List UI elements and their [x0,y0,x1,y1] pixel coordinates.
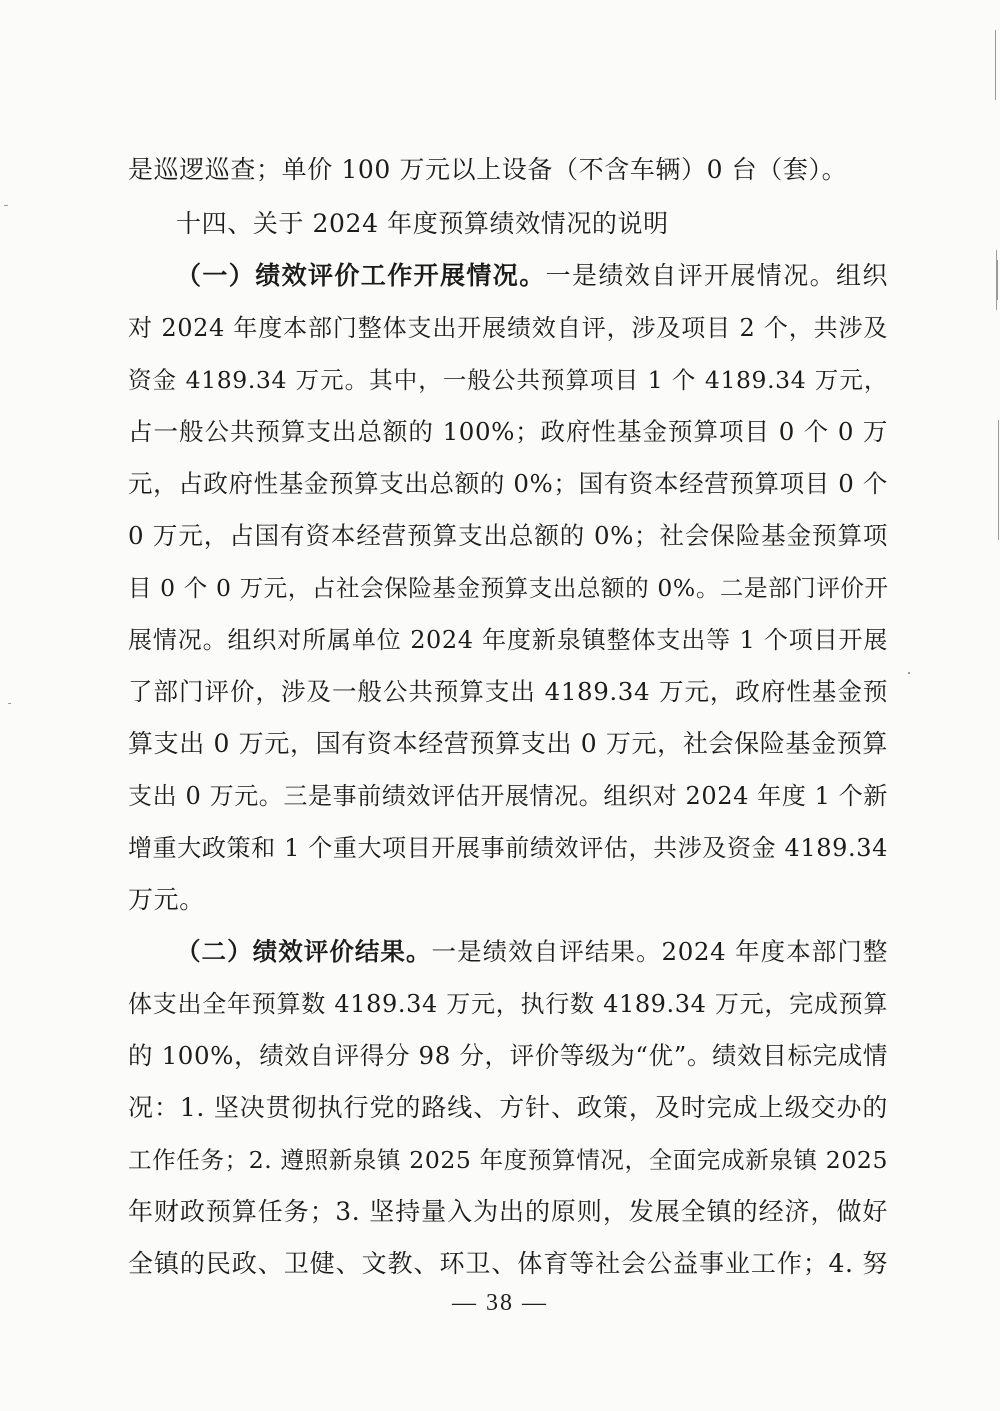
paragraph-1-line-2: 对 2024 年度本部门整体支出开展绩效自评，涉及项目 2 个，共涉及 [128,314,888,342]
paragraph-1-line-8: 展情况。组织对所属单位 2024 年度新泉镇整体支出等 1 个项目开展 [128,626,888,654]
paragraph-2-line-7: 全镇的民政、卫健、文教、环卫、体育等社会公益事业工作；4. 努 [128,1249,888,1278]
paragraph-1-line-13: 万元。 [128,885,205,914]
paragraph-1-line-9: 了部门评价，涉及一般公共预算支出 4189.34 万元，政府性基金预 [128,677,888,706]
paragraph-1-line-10: 算支出 0 万元，国有资本经营预算支出 0 万元，社会保险基金预算 [128,729,888,758]
paragraph-1-line-1 [176,256,888,296]
paragraph-2-line-1-text: 一是绩效自评结果。2024 年度本部门整 [431,937,888,966]
scan-artifact [4,205,8,206]
paragraph-2-line-2: 体支出全年预算数 4189.34 万元，执行数 4189.34 万元，完成预算 [128,990,888,1018]
paragraph-1-line-11: 支出 0 万元。三是事前绩效评估开展情况。组织对 2024 年度 1 个新 [128,782,888,810]
paragraph-2-line-6: 年财政预算任务；3. 坚持量入为出的原则，发展全镇的经济，做好 [128,1197,888,1226]
paragraph-1-line-12: 增重大政策和 1 个重大项目开展事前绩效评估，共涉及资金 4189.34 [128,834,888,862]
paragraph-1-line-7: 目 0 个 0 万元，占社会保险基金预算支出总额的 0%。二是部门评价开 [128,574,889,602]
subheading-evaluation-results: （二）绩效评价结果。 [176,937,432,966]
paragraph-1-line-3: 资金 4189.34 万元。其中，一般公共预算项目 1 个 4189.34 万元， [128,366,888,394]
paragraph-1-line-6: 0 万元，占国有资本经营预算支出总额的 0%；社会保险基金预算项 [128,521,888,550]
paragraph-1-line-4: 占一般公共预算支出总额的 100%；政府性基金预算项目 0 个 0 万 [128,417,888,446]
paragraph-2-line-4: 况：1. 坚决贯彻执行党的路线、方针、政策，及时完成上级交办的 [128,1093,888,1122]
subheading-performance-evaluation: （一）绩效评价工作开展情况。 [176,261,546,290]
scan-artifact [998,420,999,540]
paragraph-2-line-1 [176,932,888,972]
section-heading: 十四、关于 2024 年度预算绩效情况的说明 [176,209,669,238]
paragraph-2-line-3: 的 100%，绩效自评得分 98 分，评价等级为“优”。绩效目标完成情 [128,1041,888,1070]
scan-artifact [8,703,11,704]
paragraph-1-line-1-text: 一是绩效自评开展情况。组织 [545,261,888,290]
scan-artifact [997,260,998,300]
page-number: — 38 — [452,1290,548,1316]
scan-artifact [908,672,910,674]
text-line-1: 是巡逻巡查；单价 100 万元以上设备（不含车辆）0 台（套）。 [128,155,848,184]
paragraph-1-line-5: 元，占政府性基金预算支出总额的 0%；国有资本经营预算项目 0 个 [128,469,888,498]
paragraph-2-line-5: 工作任务；2. 遵照新泉镇 2025 年度预算情况，全面完成新泉镇 2025 [128,1146,888,1174]
scan-artifact [995,30,996,100]
